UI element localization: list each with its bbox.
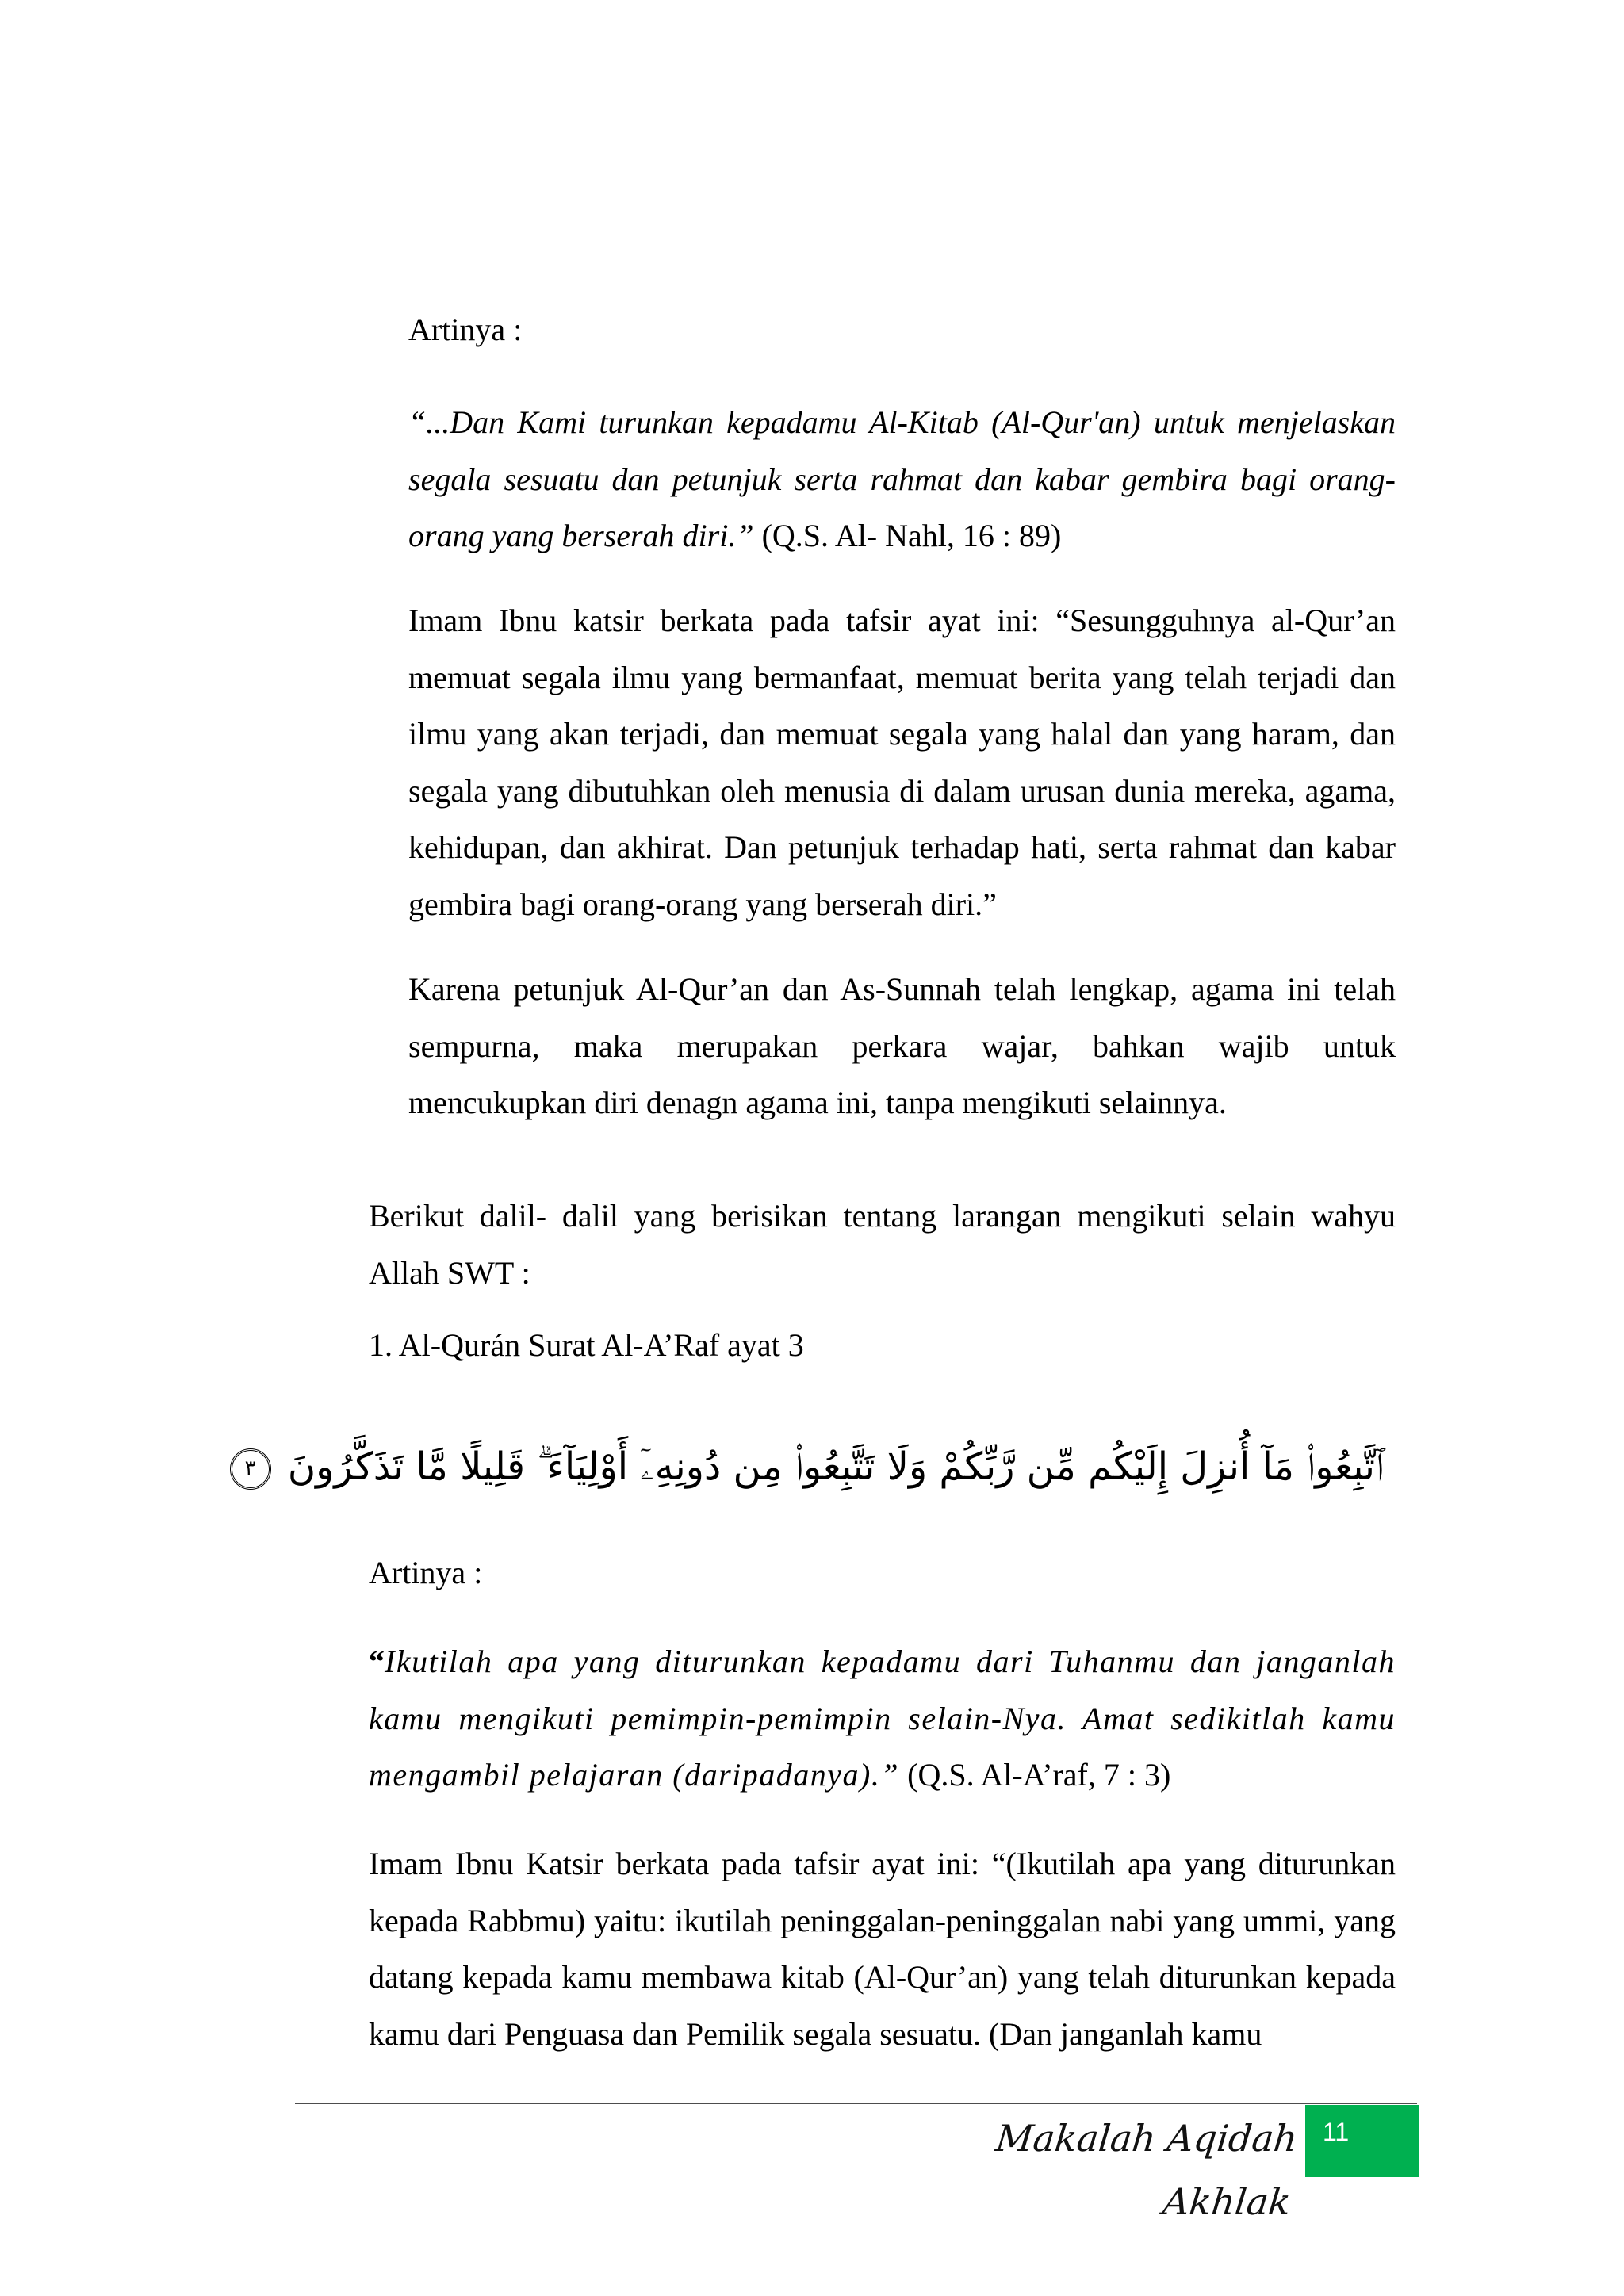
- quote-al-araf-open-mark: “: [369, 1644, 385, 1679]
- quote-an-nahl-reference: (Q.S. Al- Nahl, 16 : 89): [753, 518, 1062, 553]
- quote-al-araf-text: Ikutilah apa yang diturunkan kepadamu dari Tuhanmu dan janganlah kamu mengikuti pemimpin-pemimpin selain-Nya. Amat sedikitlah kamu mengambil pelajaran (daripadanya).”: [369, 1644, 1396, 1793]
- list-item-1: 1. Al-Qurán Surat Al-A’Raf ayat 3: [369, 1327, 804, 1363]
- artinya-label-1: Artinya :: [408, 312, 523, 347]
- paragraph-ibnu-katsir-2: Imam Ibnu Katsir berkata pada tafsir ayat ini: “(Ikutilah apa yang diturunkan kepada Rabbmu) yaitu: ikutilah peninggalan-peninggalan nabi yang ummi, yang datang kepada kamu membawa kitab (Al-Qur’an) yang telah diturunkan kepada kamu dari Penguasa dan Pemilik segala sesuatu. (Dan janganlah kamu: [369, 1846, 1396, 2052]
- paragraph-ibnu-katsir-1: Imam Ibnu katsir berkata pada tafsir ayat ini: “Sesungguhnya al-Qur’an memuat segala ilmu yang bermanfaat, memuat berita yang telah terjadi dan ilmu yang akan terjadi, dan memuat segala yang halal dan yang haram, dan segala yang dibutuhkan oleh menusia di dalam urusan dunia mereka, agama, kehidupan, dan akhirat. Dan petunjuk terhadap hati, serta rahmat dan kabar gembira bagi orang-orang yang berserah diri.”: [408, 603, 1396, 922]
- footer-title: Makalah Aqidah Akhlak: [994, 2117, 1300, 2223]
- quote-al-araf-reference: (Q.S. Al-A’raf, 7 : 3): [899, 1757, 1171, 1793]
- page-number: 11: [1323, 2118, 1350, 2146]
- arabic-verse-text: ٱتَّبِعُوا۟ مَآ أُنزِلَ إِلَيْكُم مِّن رَّبِّكُمْ وَلَا تَتَّبِعُوا۟ مِن دُونِهِۦٓ أَوْلِيَآءَ ۗ قَلِيلًا مَّا تَذَكَّرُونَ: [287, 1445, 1384, 1489]
- paragraph-berikut: Berikut dalil- dalil yang berisikan tentang larangan mengikuti selain wahyu Allah SWT :: [369, 1198, 1396, 1291]
- ayah-number-marker: ٣: [230, 1448, 271, 1490]
- page-number-box: [1305, 2105, 1419, 2177]
- arabic-verse: [244, 1431, 1384, 1502]
- paragraph-karena: Karena petunjuk Al-Qur’an dan As-Sunnah telah lengkap, agama ini telah sempurna, maka merupakan perkara wajar, bahkan wajib untuk mencukupkan diri denagn agama ini, tanpa mengikuti selainnya.: [408, 971, 1396, 1120]
- quote-an-nahl: [408, 394, 1396, 564]
- artinya-label-2: Artinya :: [369, 1555, 483, 1590]
- footer-divider: [295, 2103, 1417, 2104]
- quote-an-nahl-text: “...Dan Kami turunkan kepadamu Al-Kitab (Al-Qur'an) untuk menjelaskan segala sesuatu dan petunjuk serta rahmat dan kabar gembira bagi orang-orang yang berserah diri.”: [408, 404, 1396, 553]
- quote-al-araf: [369, 1633, 1396, 1804]
